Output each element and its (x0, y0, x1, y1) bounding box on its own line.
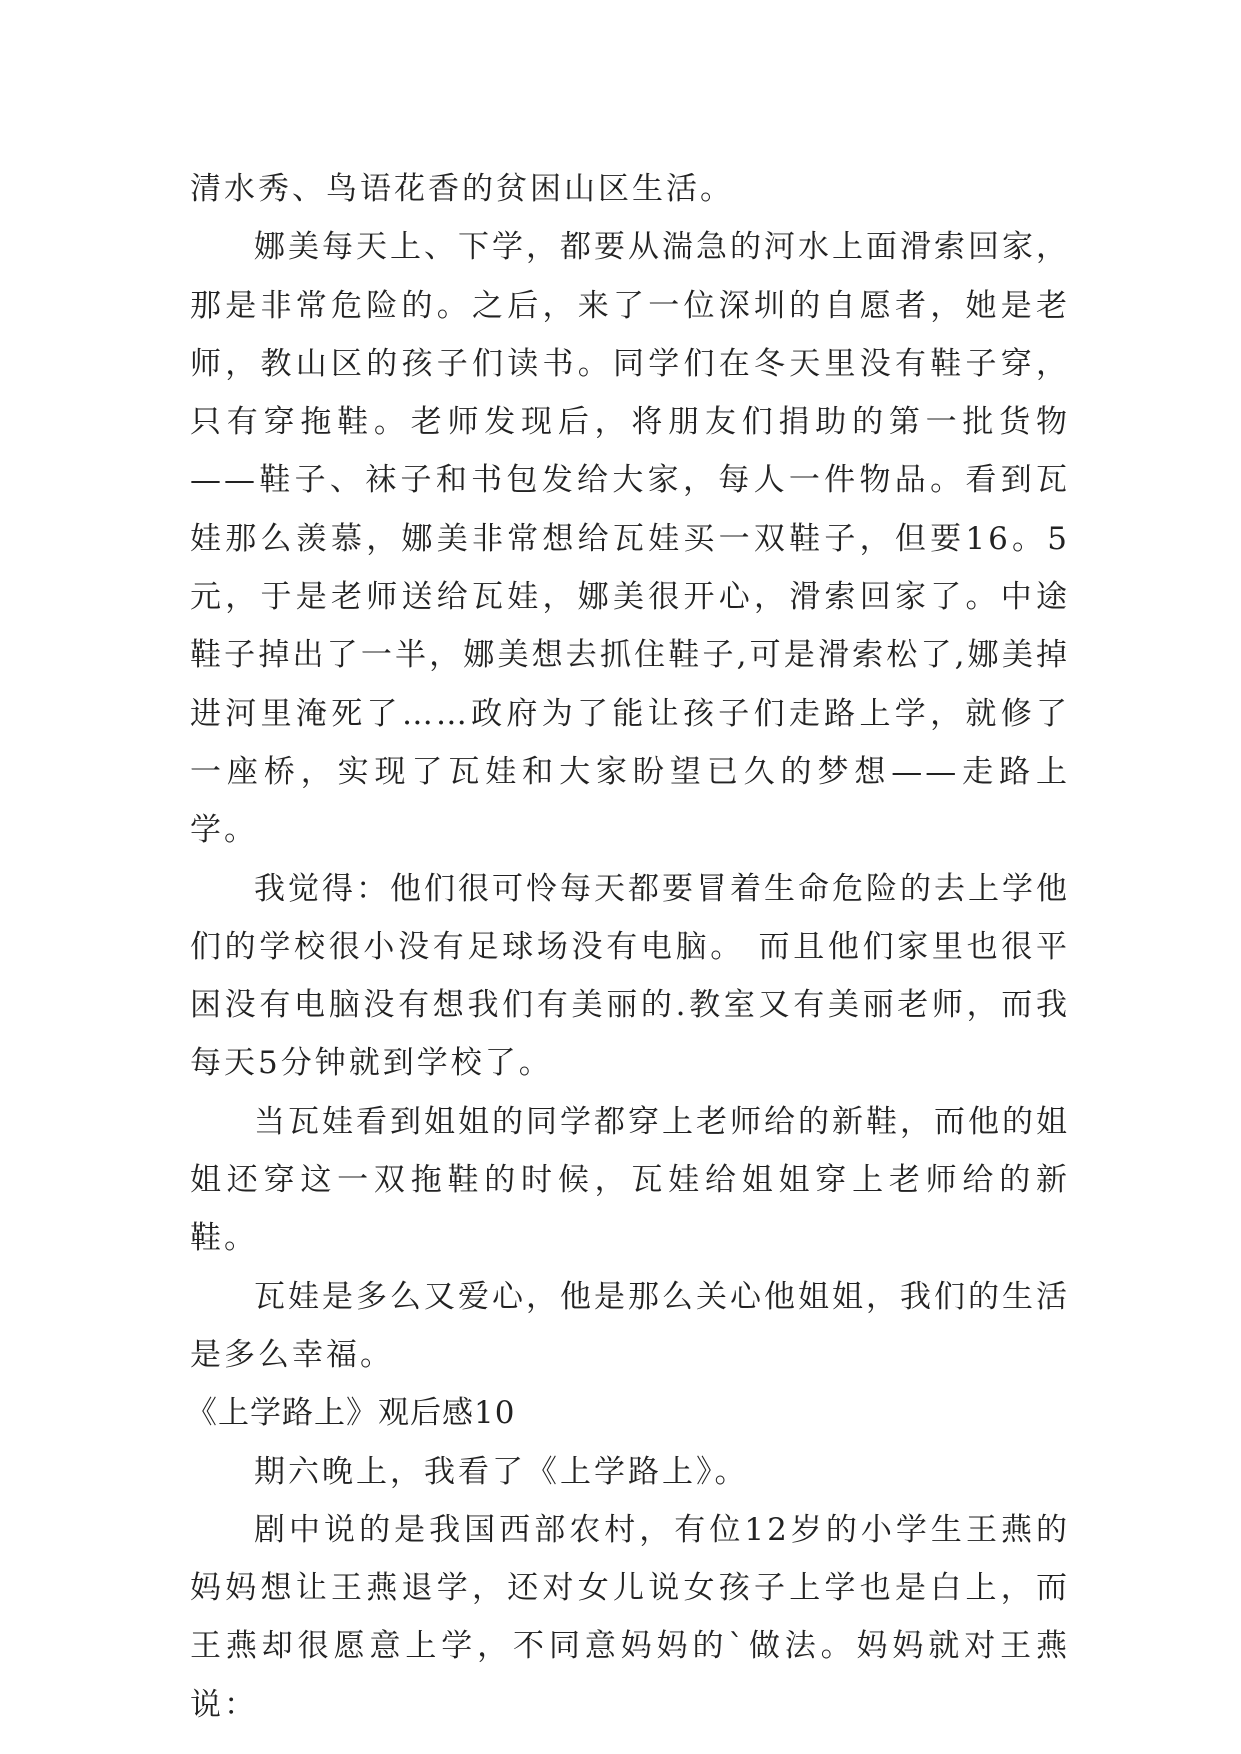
paragraph-reflection: 我觉得：他们很可怜每天都要冒着生命危险的去上学他们的学校很小没有足球场没有电脑。 而且他们家里也很平困没有电脑没有想我们有美丽的.教室又有美丽老师，而我每天5分钟就到学校了。 (190, 870, 1070, 1082)
paragraph-conclusion: 瓦娃是多么又爱心，他是那么关心他姐姐，我们的生活是多么幸福。 (190, 1278, 1070, 1373)
paragraph-continuation: 清水秀、鸟语花香的贫困山区生活。 (190, 171, 734, 207)
paragraph-new-shoes: 当瓦娃看到姐姐的同学都穿上老师给的新鞋，而他的姐姐还穿这一双拖鞋的时候，瓦娃给姐姐穿上老师给的新鞋。 (190, 1103, 1070, 1257)
section-heading: 《上学路上》观后感10 (186, 1395, 516, 1432)
paragraph-intro: 期六晚上，我看了《上学路上》。 (254, 1453, 749, 1490)
paragraph-plot: 剧中说的是我国西部农村，有位12岁的小学生王燕的妈妈想让王燕退学，还对女儿说女孩子上学也是白上，而王燕却很愿意上学，不同意妈妈的`做法。妈妈就对王燕说： (190, 1511, 1070, 1723)
document-body (186, 160, 1070, 1734)
paragraph-story-summary: 娜美每天上、下学，都要从湍急的河水上面滑索回家，那是非常危险的。之后，来了一位深圳的自愿者，她是老师，教山区的孩子们读书。同学们在冬天里没有鞋子穿，只有穿拖鞋。老师发现后，将朋友们捐助的第一批货物——鞋子、袜子和书包发给大家，每人一件物品。看到瓦娃那么羡慕，娜美非常想给瓦娃买一双鞋子，但要16。5元，于是老师送给瓦娃，娜美很开心，滑索回家了。中途鞋子掉出了一半，娜美想去抓住鞋子,可是滑索松了,娜美掉进河里淹死了……政府为了能让孩子们走路上学，就修了一座桥，实现了瓦娃和大家盼望已久的梦想——走路上学。 (190, 229, 1070, 849)
